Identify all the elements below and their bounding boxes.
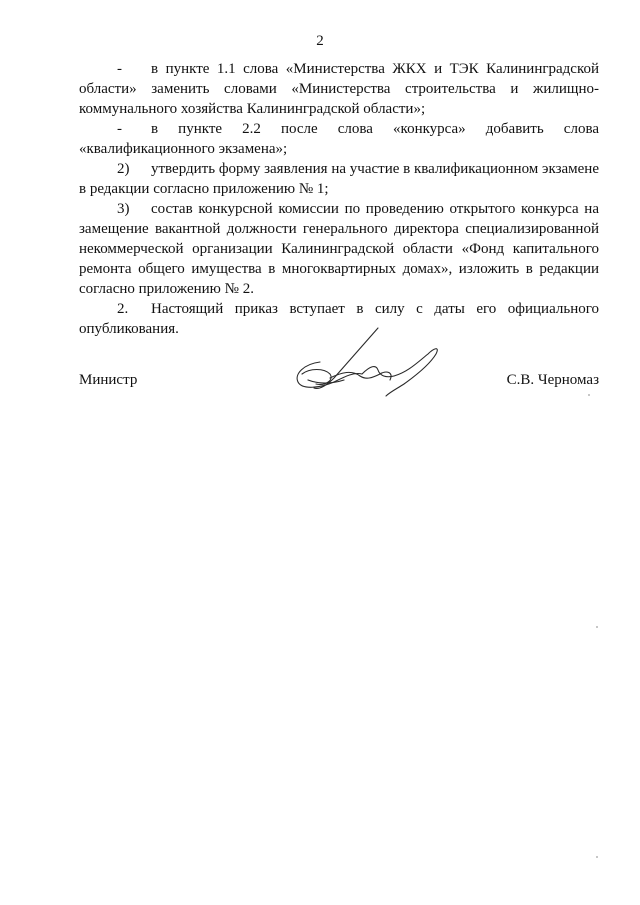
paragraph-text: в пункте 1.1 слова «Министерства ЖКХ и ТЭК Калининградской области» заменить словами «Министерства строительства и жилищно-коммунального хозяйства Калининградской области»;	[79, 61, 599, 117]
paragraph-text: Настоящий приказ вступает в силу с даты его официального опубликования.	[79, 301, 599, 337]
scan-speck	[596, 856, 598, 858]
paragraph-marker: 3)	[117, 201, 130, 217]
signature-block	[79, 372, 599, 392]
paragraph-marker: 2.	[117, 301, 129, 317]
scan-speck	[596, 626, 598, 628]
page-number: 2	[316, 33, 324, 49]
paragraph-item-2	[79, 159, 599, 199]
signatory-title: Министр	[79, 372, 138, 388]
paragraph-amend-1-1	[79, 59, 599, 119]
paragraph-item-3	[79, 199, 599, 299]
paragraph-marker: -	[117, 121, 122, 137]
document-body	[79, 59, 599, 339]
paragraph-marker: 2)	[117, 161, 130, 177]
paragraph-text: утвердить форму заявления на участие в квалификационном экзамене в редакции согласно приложению № 1;	[79, 161, 599, 197]
paragraph-marker: -	[117, 61, 122, 77]
signatory-name: С.В. Черномаз	[506, 372, 599, 388]
paragraph-text: в пункте 2.2 после слова «конкурса» добавить слова «квалификационного экзамена»;	[79, 121, 599, 157]
scan-speck	[588, 394, 590, 396]
paragraph-amend-2-2	[79, 119, 599, 159]
paragraph-text: состав конкурсной комиссии по проведению открытого конкурса на замещение вакантной должности генерального директора специализированной некоммерческой организации Калининградской области «Фонд капитального ремонта общего имущества в многоквартирных домах», изложить в редакции согласно приложению № 2.	[79, 201, 599, 297]
